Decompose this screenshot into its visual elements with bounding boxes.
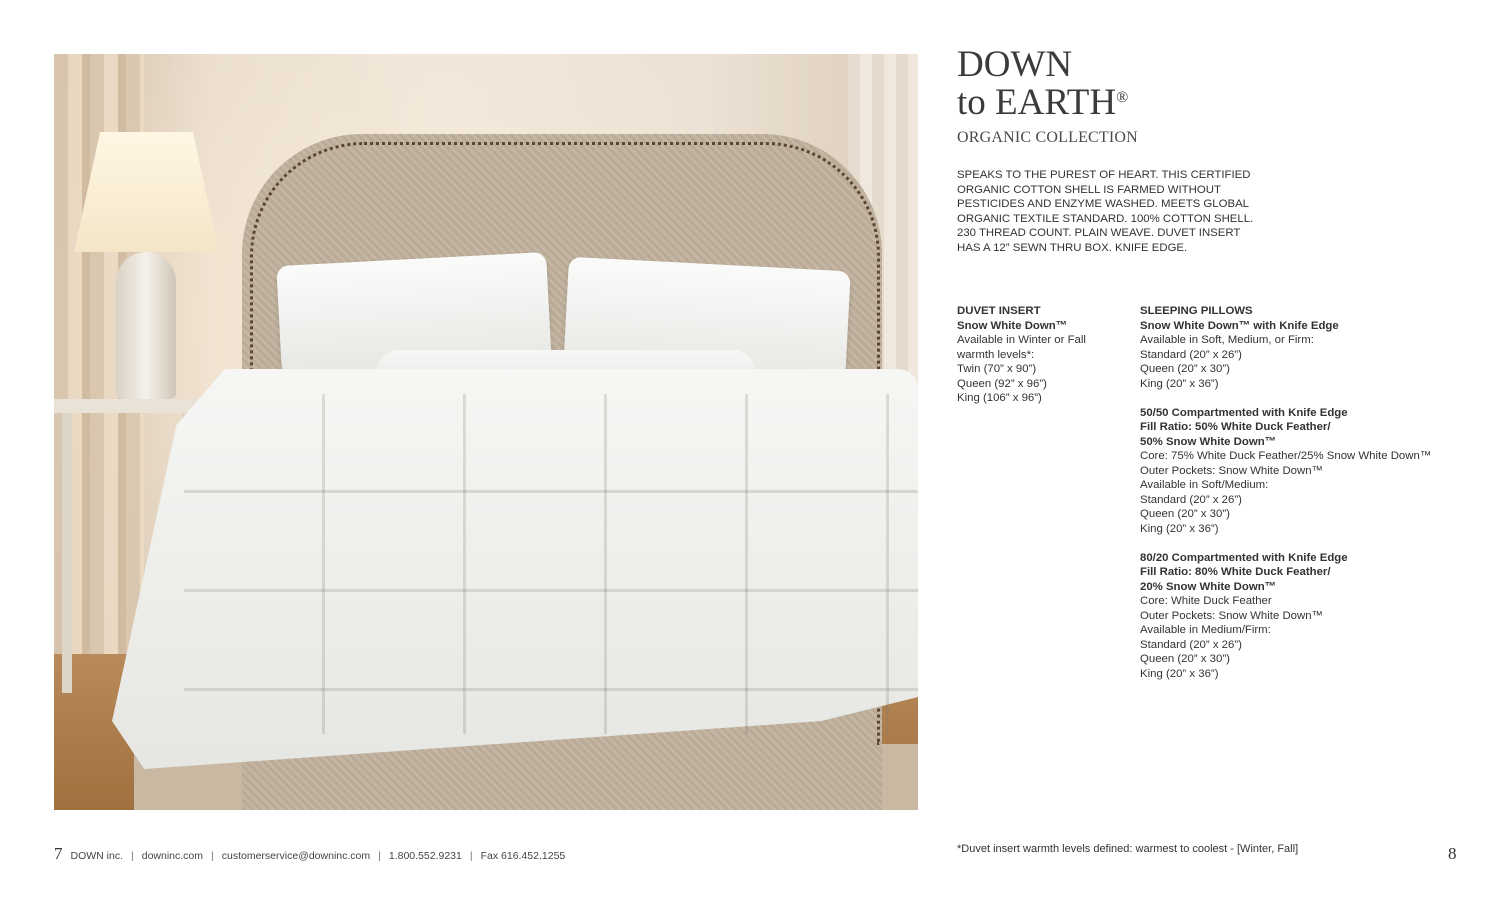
description-line: PESTICIDES AND ENZYME WASHED. MEETS GLOBAL: [957, 198, 1249, 210]
pillow-detail-line: Outer Pockets: Snow White Down™: [1140, 609, 1323, 622]
description-line: ORGANIC TEXTILE STANDARD. 100% COTTON SHELL.: [957, 212, 1254, 225]
separator: |: [211, 850, 214, 862]
pillow-detail-line: Available in Soft, Medium, or Firm:: [1140, 334, 1314, 346]
page-number-left: 7: [54, 844, 63, 863]
warmth-footnote: *Duvet insert warmth levels defined: warmest to coolest - [Winter, Fall]: [957, 843, 1299, 855]
pillow-size: Standard (20” x 26”): [1140, 493, 1242, 506]
bedroom-photo: [54, 54, 918, 810]
separator: |: [131, 850, 134, 862]
duvet-size: King (106” x 96”): [957, 392, 1042, 404]
pillow-size: King (20” x 36”): [1140, 522, 1219, 535]
pillow-group-knife-edge: [1140, 319, 1480, 392]
separator: |: [378, 850, 381, 862]
pillow-product-name: 80/20 Compartmented with Knife Edge: [1140, 551, 1348, 564]
description-line: ORGANIC COTTON SHELL IS FARMED WITHOUT: [957, 183, 1221, 196]
lamp-base: [116, 252, 176, 399]
pillow-size: Standard (20” x 26”): [1140, 638, 1242, 651]
collection-title: [957, 44, 1138, 147]
pillow-detail-line: Outer Pockets: Snow White Down™: [1140, 464, 1323, 477]
duvet-size: Queen (92” x 96”): [957, 377, 1047, 390]
spacer: [1140, 536, 1480, 551]
pillow-group-80-20: [1140, 551, 1480, 682]
company-name: DOWN inc.: [70, 850, 123, 862]
pillow-fill-ratio: Fill Ratio: 80% White Duck Feather/: [1140, 566, 1331, 578]
spacer: [1140, 391, 1480, 406]
footer-contact: [54, 844, 565, 864]
pillow-detail-line: Available in Medium/Firm:: [1140, 624, 1271, 636]
duvet-size: Twin (70” x 90”): [957, 363, 1037, 375]
pillow-size: King (20” x 36”): [1140, 667, 1219, 680]
pillow-detail-line: Core: White Duck Feather: [1140, 595, 1272, 607]
pillow-fill-ratio: Fill Ratio: 50% White Duck Feather/: [1140, 421, 1331, 433]
registered-mark: ®: [1116, 89, 1129, 106]
email-link[interactable]: customerservice@downinc.com: [221, 850, 371, 862]
pillow-detail-line: Core: 75% White Duck Feather/25% Snow White Down™: [1140, 450, 1432, 462]
fax-number: Fax 616.452.1255: [480, 850, 566, 862]
pillow-product-name: Snow White Down™ with Knife Edge: [1140, 319, 1339, 332]
pillow-size: Queen (20” x 30”): [1140, 653, 1230, 665]
website-link[interactable]: downinc.com: [141, 850, 204, 862]
description-line: HAS A 12” SEWN THRU BOX. KNIFE EDGE.: [957, 241, 1188, 254]
duvet-quilting: [184, 394, 918, 734]
collection-subtitle: ORGANIC COLLECTION: [957, 129, 1138, 146]
pillow-fill-ratio: 20% Snow White Down™: [1140, 580, 1277, 593]
duvet-insert-section: [957, 304, 1127, 406]
page-number-right: 8: [1448, 844, 1457, 863]
pillow-product-name: 50/50 Compartmented with Knife Edge: [1140, 406, 1348, 419]
description-line: SPEAKS TO THE PUREST OF HEART. THIS CERTIFIED: [957, 169, 1251, 181]
pillows-heading: SLEEPING PILLOWS: [1140, 305, 1253, 317]
separator: |: [469, 850, 473, 862]
title-line-2: [957, 81, 1138, 123]
pillow-detail-line: Available in Soft/Medium:: [1140, 479, 1269, 491]
phone-number: 1.800.552.9231: [388, 850, 462, 862]
duvet-detail-line: warmth levels*:: [957, 348, 1035, 361]
side-table-top: [54, 399, 204, 413]
duvet-detail-line: Available in Winter or Fall: [957, 334, 1086, 346]
duvet-product-name: Snow White Down™: [957, 319, 1068, 332]
pillow-size: King (20” x 36”): [1140, 377, 1219, 390]
pillow-size: Queen (20” x 30”): [1140, 363, 1230, 375]
pillow-size: Queen (20” x 30”): [1140, 508, 1230, 520]
collection-description: [957, 168, 1277, 255]
pillow-fill-ratio: 50% Snow White Down™: [1140, 435, 1277, 448]
pillow-group-50-50: [1140, 406, 1480, 537]
description-line: 230 THREAD COUNT. PLAIN WEAVE. DUVET INSERT: [957, 227, 1241, 239]
title-line-1: DOWN: [957, 44, 1073, 85]
duvet-heading: DUVET INSERT: [957, 305, 1041, 317]
pillow-size: Standard (20” x 26”): [1140, 348, 1242, 361]
sleeping-pillows-section: [1140, 304, 1480, 681]
title-line-2-text: to EARTH: [957, 82, 1117, 123]
